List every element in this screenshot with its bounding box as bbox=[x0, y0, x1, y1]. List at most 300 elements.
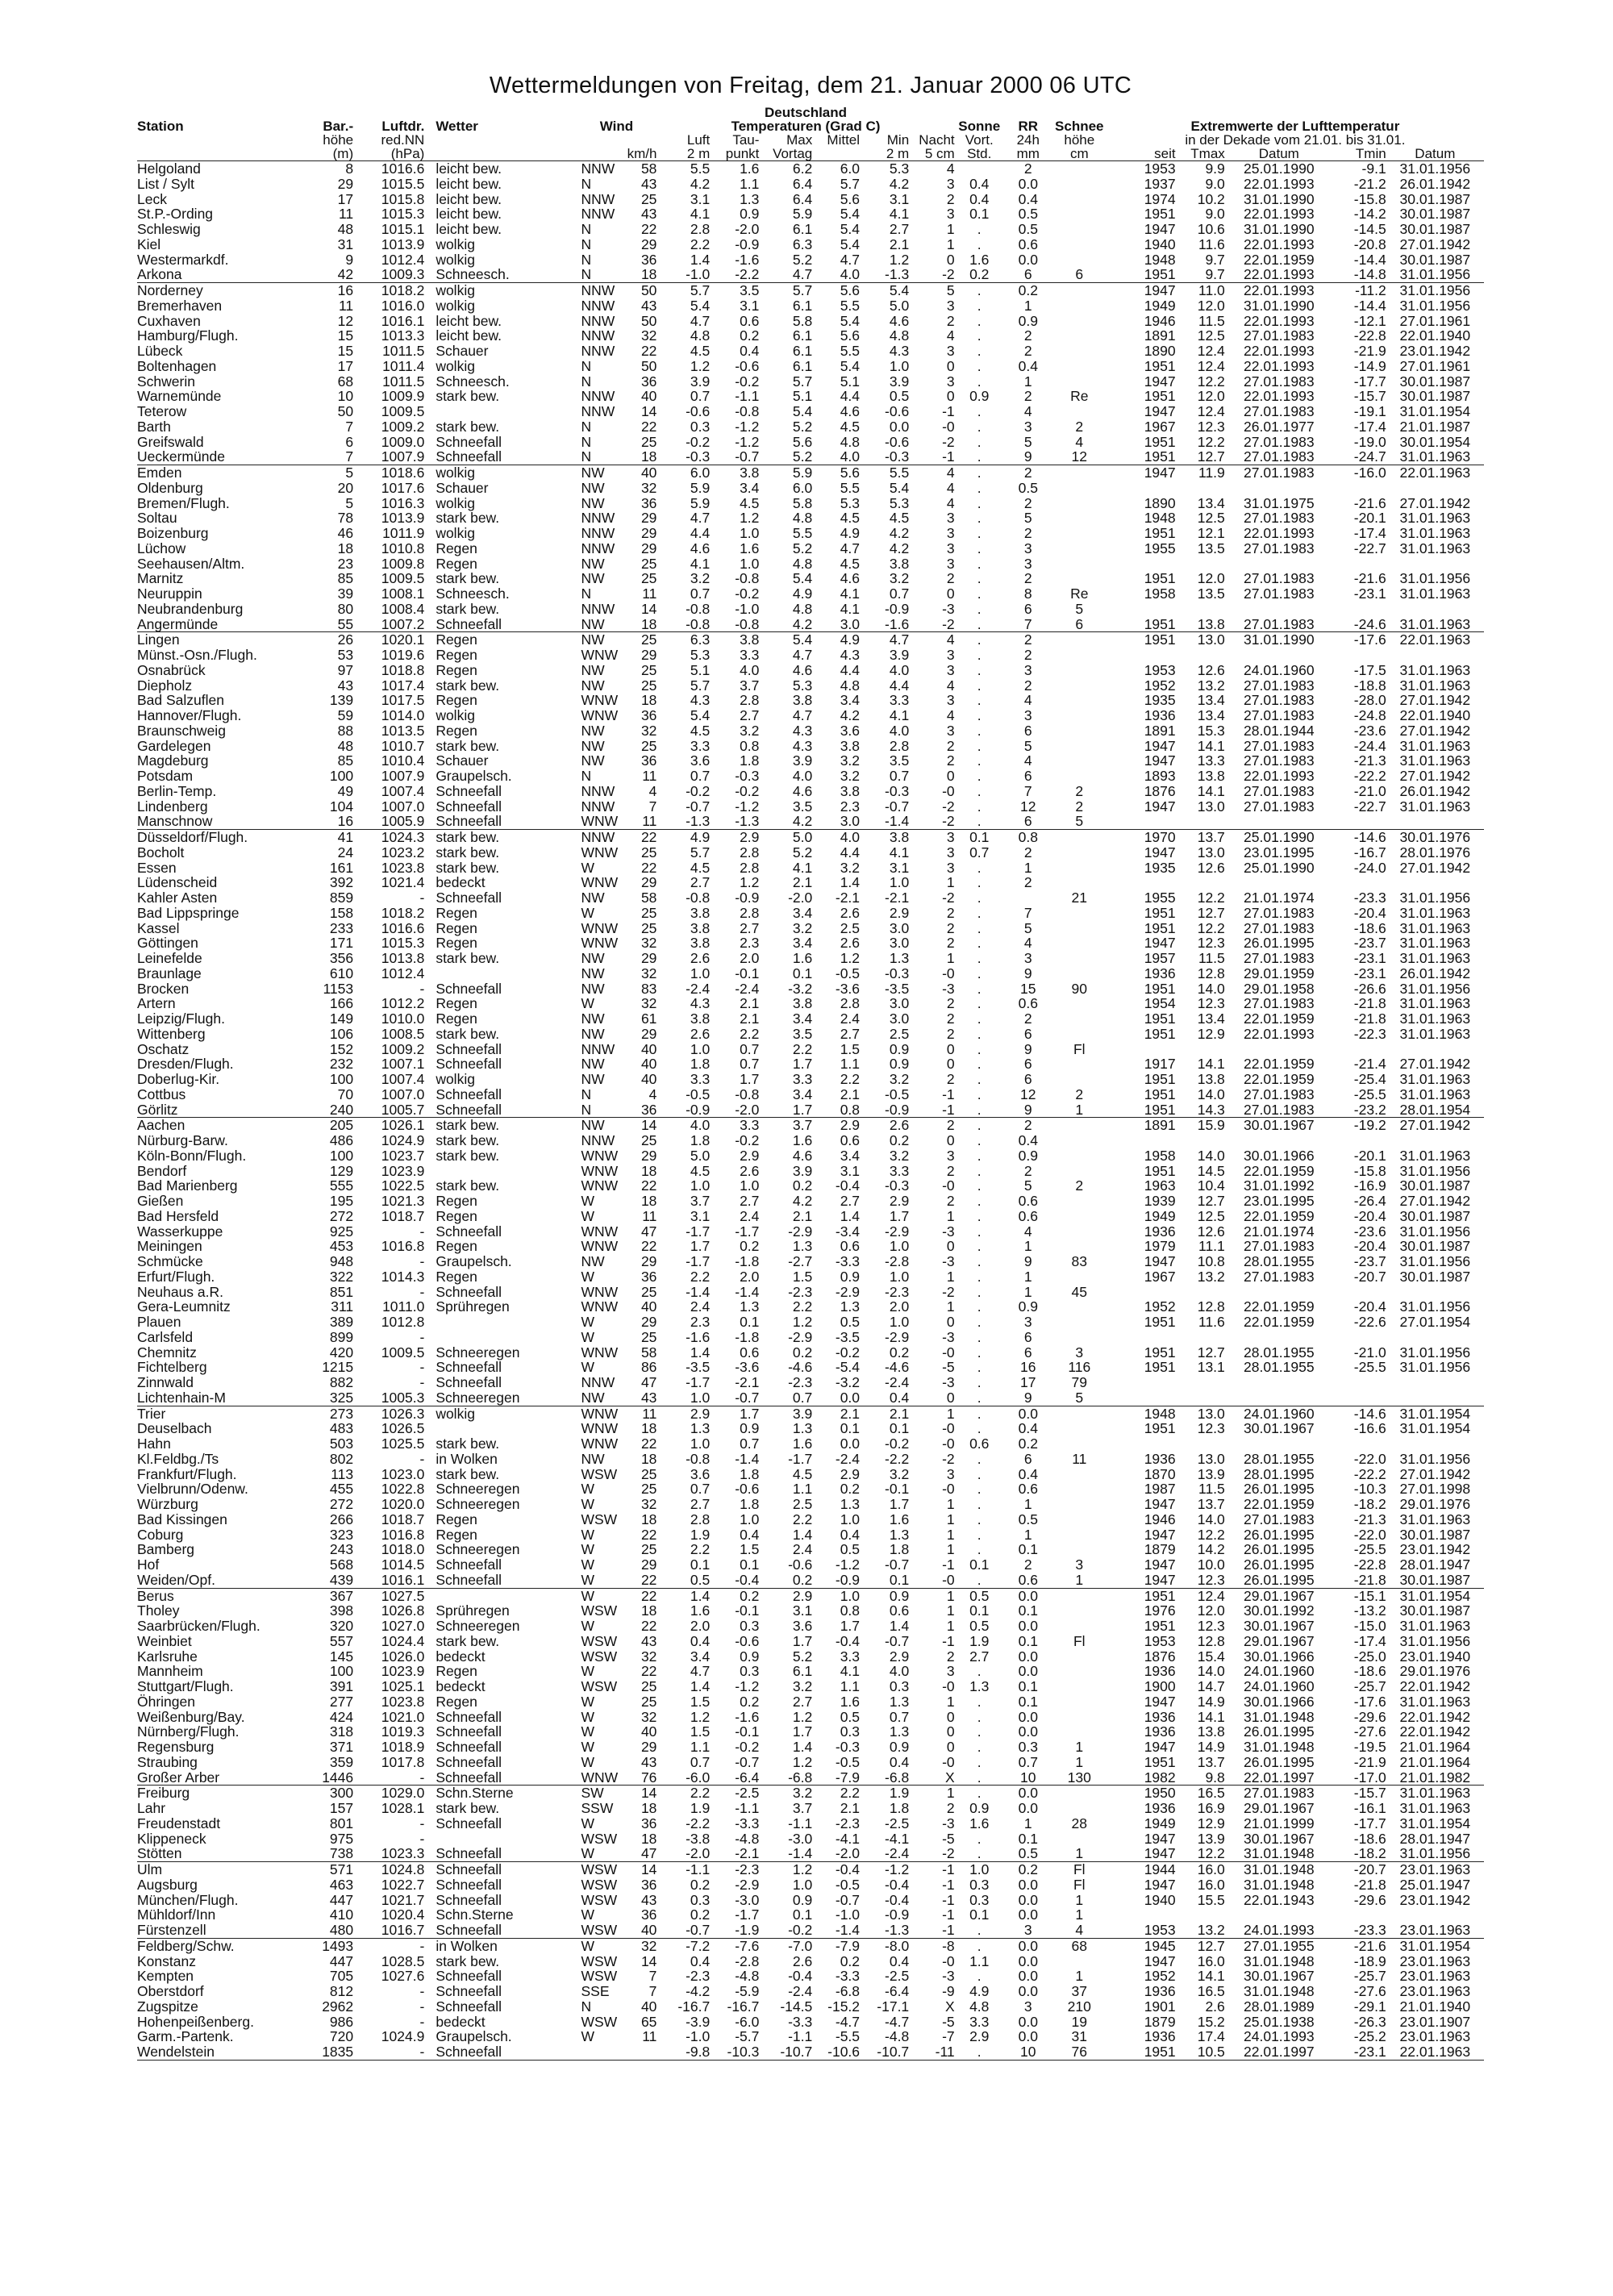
wind-dir-cell: NNW bbox=[581, 1040, 615, 1057]
dewpoint-cell: 0.6 bbox=[740, 1344, 760, 1361]
precip-cell: 6 bbox=[1023, 600, 1032, 617]
bar-height-cell: 480 bbox=[329, 1922, 354, 1938]
temp-min-cell: 3.8 bbox=[860, 830, 909, 845]
dewpoint-cell: 3.2 bbox=[740, 722, 760, 739]
weather-cell: Regen bbox=[424, 632, 576, 648]
precip-cell: 3 bbox=[1023, 950, 1032, 966]
temp-min-cell: 4.0 bbox=[889, 722, 910, 739]
temp-air-cell: 4.1 bbox=[690, 206, 711, 223]
record-since-cell: 1951 bbox=[1144, 1071, 1176, 1087]
record-since-cell: 1947 bbox=[1144, 1876, 1176, 1893]
temp-max-cell: 1.4 bbox=[792, 1739, 813, 1755]
precip-cell: 0.0 bbox=[1018, 1952, 1038, 1969]
snow-depth-cell: 21 bbox=[1071, 890, 1088, 906]
record-since-cell: 1987 bbox=[1144, 1481, 1176, 1498]
pressure-cell: - bbox=[419, 890, 425, 906]
tmin-date-cell: 31.01.1956 bbox=[1399, 1344, 1471, 1361]
snow-depth-cell bbox=[1052, 921, 1107, 936]
temp-air-cell: -9.8 bbox=[656, 2044, 710, 2060]
tmax-cell: 12.0 bbox=[1197, 1602, 1225, 1619]
record-since-cell: 1955 bbox=[1144, 540, 1176, 556]
pressure-cell: 1023.9 bbox=[381, 1162, 425, 1179]
temp-night-cell: X bbox=[944, 1769, 955, 1786]
dewpoint-cell: -10.3 bbox=[710, 2044, 759, 2060]
temp-night-cell: -1 bbox=[942, 1876, 955, 1893]
precip-cell: 0.9 bbox=[1018, 312, 1038, 329]
temp-night-cell: 3 bbox=[946, 1147, 955, 1164]
pressure-cell: 1019.6 bbox=[381, 647, 425, 663]
pressure-cell: 1022.7 bbox=[381, 1876, 425, 1893]
tmax-date-cell: 22.01.1993 bbox=[1244, 343, 1315, 359]
dewpoint-cell: 0.9 bbox=[740, 206, 760, 223]
station-cell: Öhringen bbox=[137, 1693, 195, 1710]
tmax-cell: 9.7 bbox=[1205, 266, 1225, 283]
tmin-cell: -22.8 bbox=[1353, 1556, 1386, 1573]
tmin-date-cell: 30.01.1987 bbox=[1399, 221, 1471, 237]
bar-height-cell: 100 bbox=[329, 768, 354, 784]
weather-cell: wolkig bbox=[436, 251, 475, 268]
wind-speed-cell: 18 bbox=[640, 266, 657, 283]
temp-max-cell: 6.1 bbox=[792, 343, 813, 359]
precip-cell: 2 bbox=[1023, 677, 1032, 694]
sunshine-cell: . bbox=[977, 1541, 982, 1558]
temp-min-cell: 0.4 bbox=[889, 1753, 910, 1770]
tmin-date-cell: 31.01.1963 bbox=[1399, 1025, 1471, 1042]
weather-cell: Schneeregen bbox=[436, 1541, 520, 1558]
temp-min-cell: 4.1 bbox=[889, 707, 910, 723]
bar-height-cell: 139 bbox=[329, 692, 354, 709]
wind-dir-cell: WNW bbox=[576, 1406, 614, 1421]
tmin-cell: -21.4 bbox=[1353, 1056, 1386, 1073]
precip-cell: 10 bbox=[1004, 2044, 1052, 2060]
table-row bbox=[137, 739, 1484, 754]
bar-height-cell: 851 bbox=[329, 1283, 354, 1300]
precip-cell: 6 bbox=[1023, 266, 1032, 283]
record-since-cell: 1940 bbox=[1144, 235, 1176, 252]
tmin-cell: -16.6 bbox=[1353, 1420, 1386, 1437]
tmin-cell bbox=[1333, 1330, 1386, 1345]
record-since-cell: 1870 bbox=[1144, 1465, 1176, 1482]
weather-cell bbox=[424, 1588, 576, 1603]
temp-night-cell: -3 bbox=[942, 1968, 955, 1985]
tmax-date-cell: 26.01.1995 bbox=[1244, 935, 1315, 952]
wind-speed-cell: 83 bbox=[640, 980, 657, 997]
tmax-date-cell: 27.01.1983 bbox=[1244, 510, 1315, 527]
temp-air-cell: 4.5 bbox=[690, 859, 711, 876]
temp-mean-cell: -0.5 bbox=[835, 1753, 861, 1770]
pressure-cell: 1009.5 bbox=[381, 1344, 425, 1361]
weather-cell: Regen bbox=[436, 555, 477, 572]
snow-depth-cell bbox=[1052, 192, 1107, 207]
wind-speed-cell: 58 bbox=[640, 890, 657, 906]
temp-night-cell: 0 bbox=[946, 1040, 955, 1057]
tmin-date-cell: 27.01.1954 bbox=[1399, 1314, 1471, 1330]
sunshine-cell: . bbox=[977, 1769, 982, 1786]
table-row bbox=[137, 1846, 1484, 1861]
snow-depth-cell: 1 bbox=[1075, 1571, 1084, 1588]
temp-air-cell: -0.5 bbox=[686, 1085, 711, 1102]
temp-max-cell: 4.7 bbox=[792, 707, 813, 723]
tmax-date-cell: 21.01.1974 bbox=[1244, 1223, 1315, 1240]
temp-air-cell: 0.7 bbox=[690, 1481, 711, 1498]
temp-mean-cell: 3.2 bbox=[840, 768, 861, 784]
station-cell: Zinnwald bbox=[137, 1374, 194, 1390]
wind-speed-cell: 29 bbox=[640, 647, 657, 663]
wind-dir-cell: N bbox=[581, 175, 592, 192]
tmax-cell: 14.0 bbox=[1197, 1511, 1225, 1527]
temp-night-cell: -2 bbox=[942, 813, 955, 830]
temp-mean-cell: 0.0 bbox=[840, 1436, 861, 1452]
temp-night-cell: -0 bbox=[942, 1753, 955, 1770]
temp-min-cell: 4.6 bbox=[889, 312, 910, 329]
station-cell: Bad Salzuflen bbox=[137, 692, 224, 709]
snow-depth-cell: 11 bbox=[1072, 1450, 1087, 1467]
temp-night-cell: 3 bbox=[946, 206, 955, 223]
tmax-date-cell: 22.01.1993 bbox=[1244, 388, 1315, 405]
sunshine-cell: . bbox=[977, 1132, 982, 1148]
temp-air-cell: -0.7 bbox=[686, 798, 711, 815]
temp-max-cell: 2.1 bbox=[792, 1207, 813, 1224]
weather-cell: Sprühregen bbox=[436, 1298, 510, 1315]
tmax-cell: 2.6 bbox=[1205, 1998, 1225, 2015]
temp-air-cell: 2.2 bbox=[690, 1268, 711, 1285]
tmax-date-cell: 31.01.1948 bbox=[1244, 1739, 1315, 1755]
station-cell: Barth bbox=[137, 418, 171, 435]
sunshine-cell: . bbox=[977, 448, 982, 465]
dewpoint-cell: 0.2 bbox=[740, 1693, 760, 1710]
temp-min-cell: 5.3 bbox=[860, 161, 909, 177]
pressure-cell: 1018.7 bbox=[381, 1207, 425, 1224]
pressure-cell: 1021.3 bbox=[381, 1193, 425, 1209]
dewpoint-cell: 1.2 bbox=[740, 874, 760, 891]
tmax-date-cell: 30.01.1967 bbox=[1225, 1118, 1333, 1133]
precip-cell: 0.0 bbox=[1018, 1723, 1038, 1740]
temp-night-cell: 0 bbox=[946, 1056, 955, 1073]
precip-cell: 1 bbox=[1023, 1268, 1032, 1285]
tmin-cell: -15.1 bbox=[1333, 1588, 1386, 1603]
wind-speed-cell: 22 bbox=[640, 1663, 657, 1680]
station-cell: Augsburg bbox=[137, 1876, 198, 1893]
tmin-cell: -25.7 bbox=[1353, 1968, 1386, 1985]
station-cell: Greifswald bbox=[137, 433, 204, 450]
wind-dir-cell: W bbox=[581, 1314, 594, 1330]
precip-cell: 6 bbox=[1023, 1450, 1032, 1467]
tmin-date-cell: 31.01.1954 bbox=[1399, 1815, 1471, 1831]
tmax-cell: 15.5 bbox=[1197, 1891, 1225, 1908]
table-row bbox=[137, 206, 1484, 222]
temp-min-cell: 2.9 bbox=[889, 1648, 910, 1665]
tmin-cell bbox=[1333, 1285, 1386, 1300]
temp-air-cell: -6.0 bbox=[686, 1769, 711, 1786]
tmax-date-cell: 27.01.1983 bbox=[1244, 373, 1315, 390]
temp-night-cell: -2 bbox=[942, 1450, 955, 1467]
sunshine-cell: . bbox=[977, 1040, 982, 1057]
temp-night-cell: 1 bbox=[946, 1298, 955, 1315]
tmin-cell: -14.6 bbox=[1333, 830, 1386, 845]
record-since-cell: 1974 bbox=[1144, 190, 1176, 207]
pressure-cell: 1011.4 bbox=[382, 357, 425, 374]
pressure-cell: 1018.2 bbox=[381, 904, 425, 921]
temp-max-cell: 3.2 bbox=[792, 919, 813, 936]
tmax-date-cell: 27.01.1983 bbox=[1244, 752, 1315, 769]
tmax-date-cell: 30.01.1966 bbox=[1244, 1147, 1315, 1164]
temp-mean-cell: 5.7 bbox=[840, 175, 861, 192]
snow-depth-cell: 31 bbox=[1071, 2028, 1088, 2045]
wind-speed-cell: 25 bbox=[640, 677, 657, 694]
tmin-date-cell: 31.01.1963 bbox=[1399, 1800, 1471, 1816]
sunshine-cell: 1.3 bbox=[969, 1678, 990, 1694]
temp-night-cell: 0 bbox=[946, 585, 955, 602]
bar-height-cell: 42 bbox=[337, 266, 354, 283]
tmin-cell: -24.7 bbox=[1353, 448, 1386, 465]
dewpoint-cell: -2.1 bbox=[735, 1845, 760, 1862]
bar-height-cell: 486 bbox=[329, 1132, 354, 1148]
tmax-cell: 15.2 bbox=[1197, 2013, 1225, 2030]
temp-mean-cell: -4.1 bbox=[835, 1830, 861, 1847]
wind-speed-cell: 22 bbox=[615, 830, 657, 845]
table-row bbox=[137, 1542, 1484, 1557]
bar-height-cell: 18 bbox=[337, 540, 354, 556]
tmax-date-cell: 28.01.1955 bbox=[1244, 1344, 1315, 1361]
tmin-cell: -14.5 bbox=[1353, 221, 1386, 237]
wind-speed-cell: 36 bbox=[640, 1876, 657, 1893]
precip-cell: 0.3 bbox=[1018, 1739, 1038, 1755]
temp-mean-cell: 4.7 bbox=[840, 251, 861, 268]
temp-mean-cell: -0.4 bbox=[835, 1177, 861, 1194]
temp-air-cell: 1.0 bbox=[690, 1436, 711, 1452]
temp-air-cell: 1.1 bbox=[690, 1739, 711, 1755]
station-cell: Deuselbach bbox=[137, 1420, 212, 1437]
temp-air-cell: 3.4 bbox=[690, 1648, 711, 1665]
temp-night-cell: -3 bbox=[942, 600, 955, 617]
temp-night-cell: 2 bbox=[946, 935, 955, 952]
sunshine-cell: . bbox=[977, 1739, 982, 1755]
dewpoint-cell: -4.8 bbox=[735, 1830, 760, 1847]
record-since-cell: 1947 bbox=[1144, 1845, 1176, 1862]
pressure-cell: - bbox=[419, 1830, 425, 1847]
record-since-cell bbox=[1107, 1375, 1176, 1390]
header-sonne-3: Std. bbox=[955, 147, 1004, 161]
snow-depth-cell bbox=[1052, 1542, 1107, 1557]
tmax-cell: 17.4 bbox=[1197, 2028, 1225, 2045]
precip-cell: 1 bbox=[1023, 1283, 1032, 1300]
temp-night-cell: 3 bbox=[946, 555, 955, 572]
table-row bbox=[137, 1285, 1484, 1300]
tmin-cell: -20.7 bbox=[1353, 1268, 1386, 1285]
tmin-date-cell: 31.01.1963 bbox=[1399, 677, 1471, 694]
precip-cell: 3 bbox=[1023, 1314, 1032, 1330]
temp-min-cell: 4.2 bbox=[889, 525, 910, 541]
tmax-cell: 12.5 bbox=[1197, 327, 1225, 344]
bar-height-cell: 100 bbox=[329, 1663, 354, 1680]
precip-cell: 0.0 bbox=[1018, 1800, 1038, 1816]
tmax-date-cell: 25.01.1938 bbox=[1244, 2013, 1315, 2030]
sunshine-cell: . bbox=[977, 919, 982, 936]
dewpoint-cell: -0.9 bbox=[735, 890, 760, 906]
tmax-cell: 12.0 bbox=[1197, 297, 1225, 314]
temp-mean-cell: 0.0 bbox=[840, 1389, 861, 1406]
station-cell: Berlin-Temp. bbox=[137, 782, 217, 799]
wind-dir-cell: N bbox=[581, 418, 592, 435]
sunshine-cell: . bbox=[977, 615, 982, 632]
wind-dir-cell: NNW bbox=[581, 327, 615, 344]
tmin-date-cell: 31.01.1956 bbox=[1399, 1450, 1471, 1467]
temp-min-cell: 2.6 bbox=[860, 1118, 909, 1133]
tmax-cell bbox=[1176, 1330, 1225, 1345]
temp-min-cell: 0.7 bbox=[889, 585, 910, 602]
station-cell: Lahr bbox=[137, 1800, 166, 1816]
pressure-cell: - bbox=[419, 1450, 425, 1467]
snow-depth-cell bbox=[1052, 1664, 1107, 1679]
record-since-cell: 1976 bbox=[1144, 1602, 1176, 1619]
header-schnee-2: höhe bbox=[1064, 132, 1095, 148]
wind-dir-cell: W bbox=[581, 995, 594, 1012]
temp-max-cell: -3.3 bbox=[788, 2013, 813, 2030]
temp-max-cell: 4.5 bbox=[792, 1465, 813, 1482]
wind-speed-cell: 18 bbox=[640, 1193, 657, 1209]
pressure-cell: 1009.8 bbox=[381, 555, 425, 572]
wind-dir-cell: WSW bbox=[581, 1632, 618, 1649]
wind-speed-cell: 18 bbox=[640, 615, 657, 632]
wind-speed-cell: 29 bbox=[640, 1147, 657, 1164]
station-cell: Konstanz bbox=[137, 1952, 196, 1969]
tmax-cell: 16.0 bbox=[1197, 1952, 1225, 1969]
weather-cell: Schneefall bbox=[436, 1359, 502, 1376]
temp-max-cell: 2.9 bbox=[759, 1588, 812, 1603]
temp-night-cell: 2 bbox=[946, 737, 955, 754]
tmin-cell: -21.6 bbox=[1353, 570, 1386, 587]
snow-depth-cell bbox=[1052, 1512, 1107, 1527]
sunshine-cell: . bbox=[977, 297, 982, 314]
weather-cell: stark bew. bbox=[436, 388, 500, 405]
wind-speed-cell: 25 bbox=[640, 433, 657, 450]
precip-cell: 0.0 bbox=[1004, 1588, 1052, 1603]
temp-min-cell: -1.2 bbox=[860, 1862, 909, 1877]
temp-night-cell: 3 bbox=[946, 647, 955, 663]
dewpoint-cell: -0.1 bbox=[735, 965, 760, 981]
wind-dir-cell: NW bbox=[581, 752, 605, 769]
temp-max-cell: 3.5 bbox=[792, 1025, 813, 1042]
tmin-date-cell: 27.01.1942 bbox=[1399, 1465, 1471, 1482]
weather-cell: Schneefall bbox=[436, 615, 502, 632]
sunshine-cell: . bbox=[977, 1496, 982, 1512]
weather-cell: stark bew. bbox=[436, 1132, 500, 1148]
tmin-cell: -22.2 bbox=[1353, 1465, 1386, 1482]
precip-cell: 9 bbox=[1023, 1040, 1032, 1057]
weather-cell bbox=[424, 1330, 576, 1345]
record-since-cell bbox=[1107, 1285, 1176, 1300]
sunshine-cell: . bbox=[977, 1344, 982, 1361]
bar-height-cell: 391 bbox=[329, 1678, 354, 1694]
temp-air-cell: 3.8 bbox=[690, 935, 711, 952]
header-luft-2: 2 m bbox=[656, 147, 710, 161]
bar-height-cell: 106 bbox=[329, 1025, 354, 1042]
temp-air-cell: 1.7 bbox=[690, 1238, 711, 1255]
dewpoint-cell: -1.8 bbox=[735, 1253, 760, 1269]
tmax-cell: 12.5 bbox=[1197, 1207, 1225, 1224]
table-row bbox=[137, 890, 1484, 906]
report-title: Wettermeldungen von Freitag, dem 21. Januar 2000 06 UTC bbox=[489, 73, 1132, 98]
temp-min-cell: 3.9 bbox=[889, 647, 910, 663]
bar-height-cell: 15 bbox=[337, 327, 354, 344]
temp-night-cell: -3 bbox=[942, 1328, 955, 1345]
temp-air-cell: 0.1 bbox=[690, 1556, 711, 1573]
table-row bbox=[137, 1969, 1484, 1984]
pressure-cell: 1008.4 bbox=[381, 600, 425, 617]
table-row bbox=[137, 510, 1484, 526]
pressure-cell: 1007.1 bbox=[381, 1056, 425, 1073]
sunshine-cell: . bbox=[977, 722, 982, 739]
tmin-cell: -23.3 bbox=[1353, 890, 1386, 906]
tmin-date-cell: 23.01.1963 bbox=[1386, 1862, 1484, 1877]
snow-depth-cell: 4 bbox=[1075, 433, 1084, 450]
tmax-cell: 10.4 bbox=[1197, 1177, 1225, 1194]
tmin-date-cell: 31.01.1956 bbox=[1399, 297, 1471, 314]
pressure-cell: 1023.7 bbox=[381, 1147, 425, 1164]
table-row bbox=[137, 648, 1484, 663]
dewpoint-cell: 1.3 bbox=[740, 190, 760, 207]
temp-mean-cell: 3.6 bbox=[840, 722, 861, 739]
temp-mean-cell: 2.1 bbox=[840, 1800, 861, 1816]
pressure-cell: 1018.8 bbox=[381, 661, 425, 678]
temp-min-cell: 2.0 bbox=[889, 1298, 910, 1315]
temp-night-cell: 3 bbox=[946, 510, 955, 527]
record-since-cell: 1951 bbox=[1144, 388, 1176, 405]
temp-mean-cell: 3.8 bbox=[840, 782, 861, 799]
tmax-date-cell: 27.01.1983 bbox=[1225, 465, 1333, 481]
temp-mean-cell: -7.9 bbox=[812, 1938, 860, 1953]
wind-speed-cell: 29 bbox=[640, 1739, 657, 1755]
weather-cell: leicht bew. bbox=[436, 327, 502, 344]
record-since-cell: 1949 bbox=[1144, 1815, 1176, 1831]
sunshine-cell: . bbox=[977, 1085, 982, 1102]
precip-cell: 0.4 bbox=[1018, 1465, 1038, 1482]
sunshine-cell: 0.9 bbox=[969, 1800, 990, 1816]
temp-mean-cell: 5.5 bbox=[840, 343, 861, 359]
precip-cell: 1 bbox=[1023, 1526, 1032, 1543]
tmax-cell bbox=[1176, 1285, 1225, 1300]
wind-speed-cell: 22 bbox=[640, 418, 657, 435]
temp-air-cell: 2.2 bbox=[690, 1541, 711, 1558]
temp-max-cell: 0.2 bbox=[792, 1177, 813, 1194]
temp-min-cell: 2.9 bbox=[889, 1193, 910, 1209]
station-cell: Meiningen bbox=[137, 1238, 202, 1255]
snow-depth-cell: 5 bbox=[1075, 600, 1084, 617]
tmin-date-cell bbox=[1386, 875, 1484, 890]
station-cell: Cuxhaven bbox=[137, 312, 201, 329]
temp-mean-cell: -0.9 bbox=[835, 1571, 861, 1588]
record-since-cell: 1951 bbox=[1107, 2044, 1176, 2060]
tmax-date-cell bbox=[1225, 1390, 1333, 1406]
temp-night-cell: 3 bbox=[946, 343, 955, 359]
temp-air-cell: 1.2 bbox=[690, 1708, 711, 1725]
record-since-cell: 1893 bbox=[1144, 768, 1176, 784]
record-since-cell: 1947 bbox=[1144, 1952, 1176, 1969]
dewpoint-cell: 1.3 bbox=[740, 1298, 760, 1315]
snow-depth-cell bbox=[1052, 344, 1107, 359]
tmin-date-cell: 31.01.1956 bbox=[1399, 890, 1471, 906]
tmax-date-cell: 30.01.1967 bbox=[1244, 1618, 1315, 1634]
precip-cell: 2 bbox=[1004, 632, 1052, 648]
temp-max-cell: 3.5 bbox=[792, 798, 813, 815]
temp-min-cell: -2.1 bbox=[885, 890, 910, 906]
dewpoint-cell: 1.0 bbox=[740, 1177, 760, 1194]
table-row bbox=[137, 2044, 1484, 2060]
temp-max-cell: 6.1 bbox=[792, 357, 813, 374]
tmax-date-cell: 21.01.1974 bbox=[1244, 890, 1315, 906]
temp-max-cell: 1.7 bbox=[792, 1101, 813, 1118]
table-row bbox=[137, 1239, 1484, 1254]
